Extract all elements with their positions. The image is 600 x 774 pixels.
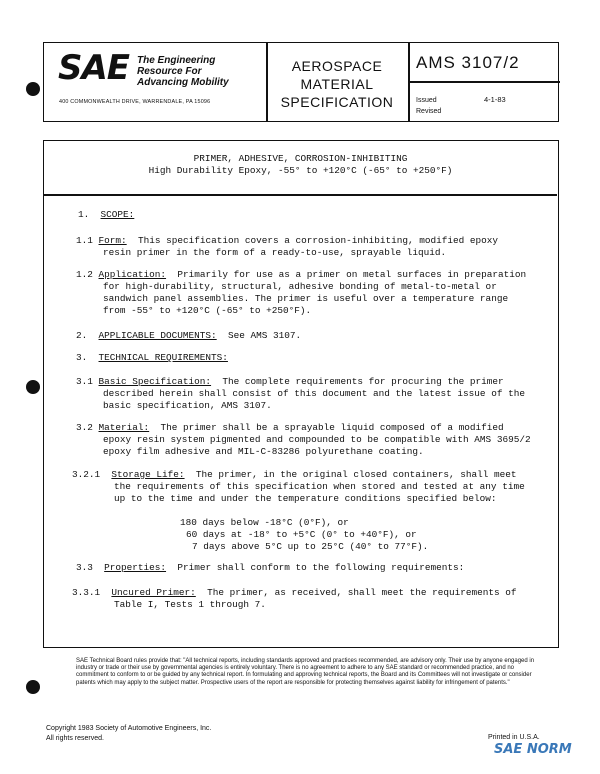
binder-hole-bottom — [26, 680, 40, 694]
section-3-2-1: 3.2.1 Storage Life: The primer, in the original closed containers, shall meet the requirements of this specification when stored and tested at any time up to the time and under the temperature conditions specified below: — [72, 469, 525, 504]
spec-type-title: AEROSPACE MATERIAL SPECIFICATION — [280, 58, 394, 110]
section-1-1: 1.1 Form: This specification covers a corrosion-inhibiting, modified epoxy resin primer in the form of a ready-to-use, sprayable liquid. — [76, 235, 498, 258]
section-3-3-1: 3.3.1 Uncured Primer: The primer, as received, shall meet the requirements of Table I, Tests 1 through 7. — [72, 587, 517, 610]
sae-address: 400 COMMONWEALTH DRIVE, WARRENDALE, PA 15096 — [59, 99, 211, 105]
printed-in-usa: Printed in U.S.A. — [488, 734, 540, 741]
copyright-block: Copyright 1983 Society of Automotive Engineers, Inc. All rights reserved. — [46, 725, 212, 742]
document-number: AMS 3107/2 — [416, 53, 520, 72]
section-3-heading: 3. TECHNICAL REQUIREMENTS: — [76, 352, 228, 363]
section-3-3: 3.3 Properties: Primer shall conform to the following requirements: — [76, 562, 465, 573]
issue-labels: Issued Revised — [416, 97, 442, 115]
section-1-heading: 1. SCOPE: — [78, 209, 135, 220]
storage-conditions: 180 days below -18°C (0°F), or 60 days at -18° to +5°C (0° to +40°F), or 7 days above 5°C up to 25°C (40° to 77°F). — [180, 517, 429, 552]
specification-body — [43, 140, 559, 648]
document-header — [43, 42, 559, 122]
section-1-2: 1.2 Application: Primarily for use as a primer on metal surfaces in preparation for high-durability, structural, adhesive bonding of metal-to-metal or sandwich panel assemblies. The primer is useful over a temperature range from -55° to +120°C (-65° to +250°F). — [76, 269, 527, 316]
document-title: PRIMER, ADHESIVE, CORROSION-INHIBITING High Durability Epoxy, -55° to +120°C (-65° to +250°F) — [148, 153, 453, 176]
section-3-2: 3.2 Material: The primer shall be a sprayable liquid composed of a modified epoxy resin system pigmented and compounded to be compatible with AMS 3695/2 epoxy film adhesive and MIL-C-83286 polyurethane coating. — [76, 422, 531, 457]
sae-norm-watermark: SAE NORM — [494, 742, 572, 757]
sae-tagline: The Engineering Resource For Advancing Mobility — [137, 55, 229, 88]
section-3-1: 3.1 Basic Specification: The complete requirements for procuring the primer described herein shall consist of this document and the latest issue of the basic specification, AMS 3107. — [76, 376, 525, 411]
binder-hole-middle — [26, 380, 40, 394]
binder-hole-top — [26, 82, 40, 96]
issued-date: 4-1-83 — [484, 95, 506, 104]
section-2: 2. APPLICABLE DOCUMENTS: See AMS 3107. — [76, 330, 302, 341]
sae-logo: SAE — [58, 48, 130, 88]
sae-technical-board-notice: SAE Technical Board rules provide that: "All technical reports, including standards approved and practices recommended, are advisory only. Their use by anyone engaged in industry or trade or their use by governmental agencies is entirely voluntary. There is no agreement to adhere to any SAE standard or recommended practice, and no commitment to conform to or be guided by any technical report. In formulating and approving technical reports, the Board and its Committees will not investigate or consider patents which may apply to the subject matter. Prospective users of the report are responsible for protecting themselves against liability for infringement of patents." — [76, 658, 535, 686]
